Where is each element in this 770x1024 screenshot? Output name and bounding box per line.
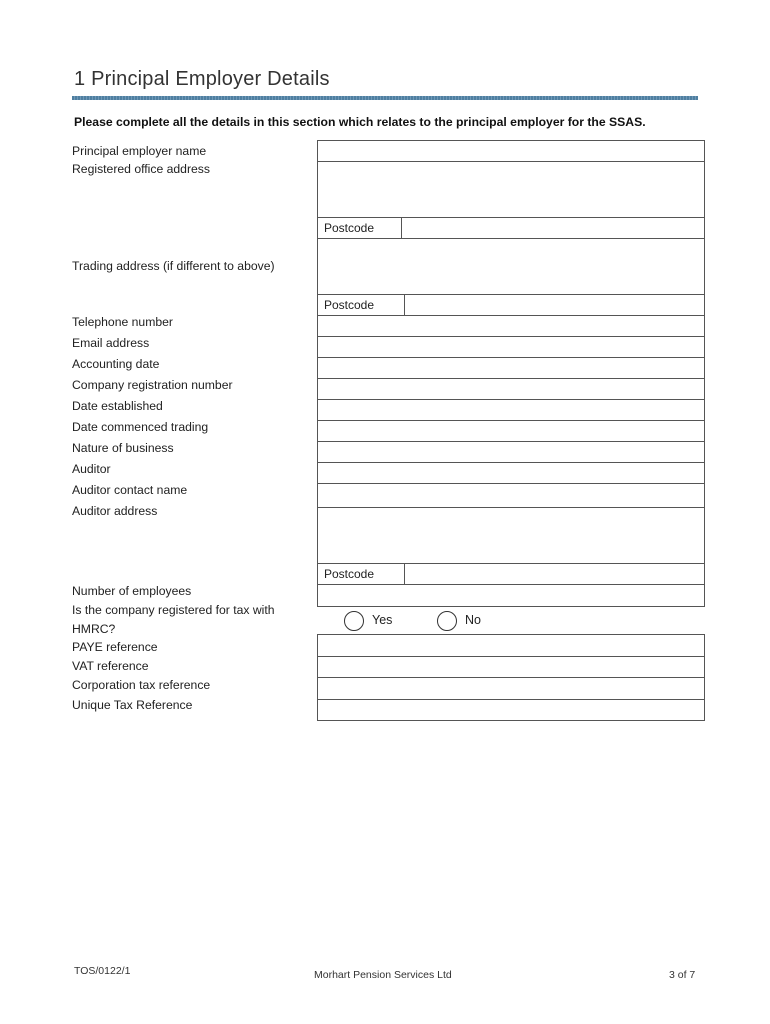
label-number-of-employees: Number of employees [72,584,192,598]
auditor-contact-name-field[interactable] [317,483,705,508]
date-commenced-trading-field[interactable] [317,420,705,442]
trading-address-field[interactable] [317,238,705,295]
label-telephone-number: Telephone number [72,315,173,329]
label-corporation-tax-reference: Corporation tax reference [72,678,211,692]
radio-yes[interactable] [344,611,364,631]
label-date-commenced-trading: Date commenced trading [72,420,209,434]
label-auditor: Auditor [72,462,111,476]
label-registered-office-address: Registered office address [72,162,210,176]
label-trading-address: Trading address (if different to above) [72,259,275,273]
label-accounting-date: Accounting date [72,357,160,371]
section-intro: Please complete all the details in this section which relates to the principal employer for the SSAS. [74,115,646,129]
title-rule [72,96,698,100]
radio-no[interactable] [437,611,457,631]
section-title: 1 Principal Employer Details [74,68,330,90]
auditor-postcode-input[interactable] [405,564,704,584]
email-address-field[interactable] [317,336,705,358]
radio-yes-label: Yes [372,613,393,627]
auditor-field[interactable] [317,462,705,484]
date-established-field[interactable] [317,399,705,421]
label-unique-tax-reference: Unique Tax Reference [72,698,193,712]
vat-reference-field[interactable] [317,656,705,678]
footer-reference: TOS/0122/1 [74,965,131,977]
label-company-registration-number: Company registration number [72,378,233,392]
label-auditor-address: Auditor address [72,504,158,518]
label-date-established: Date established [72,399,163,413]
registered-office-address-field[interactable] [317,161,705,218]
label-nature-of-business: Nature of business [72,441,174,455]
accounting-date-field[interactable] [317,357,705,379]
label-paye-reference: PAYE reference [72,640,158,654]
radio-no-label: No [465,613,481,627]
auditor-address-field[interactable] [317,507,705,564]
trading-postcode-input[interactable] [405,295,704,315]
company-registration-number-field[interactable] [317,378,705,400]
registered-office-postcode-row [317,217,705,239]
unique-tax-reference-field[interactable] [317,699,705,721]
auditor-postcode-row [317,563,705,585]
postcode-label: Postcode [318,218,402,238]
corporation-tax-reference-field[interactable] [317,677,705,700]
postcode-label: Postcode [318,295,405,315]
nature-of-business-field[interactable] [317,441,705,463]
footer-company: Morhart Pension Services Ltd [314,969,452,981]
number-of-employees-field[interactable] [317,584,705,607]
registered-office-postcode-input[interactable] [402,218,704,238]
label-tax-registered-line1: Is the company registered for tax with [72,603,275,617]
footer-page-number: 3 of 7 [669,969,696,981]
label-principal-employer-name: Principal employer name [72,144,207,158]
postcode-label: Postcode [318,564,405,584]
label-email-address: Email address [72,336,150,350]
label-auditor-contact-name: Auditor contact name [72,483,188,497]
telephone-number-field[interactable] [317,315,705,337]
principal-employer-name-field[interactable] [317,140,705,162]
label-vat-reference: VAT reference [72,659,149,673]
trading-postcode-row [317,294,705,316]
paye-reference-field[interactable] [317,634,705,657]
label-tax-registered-line2: HMRC? [72,622,116,636]
